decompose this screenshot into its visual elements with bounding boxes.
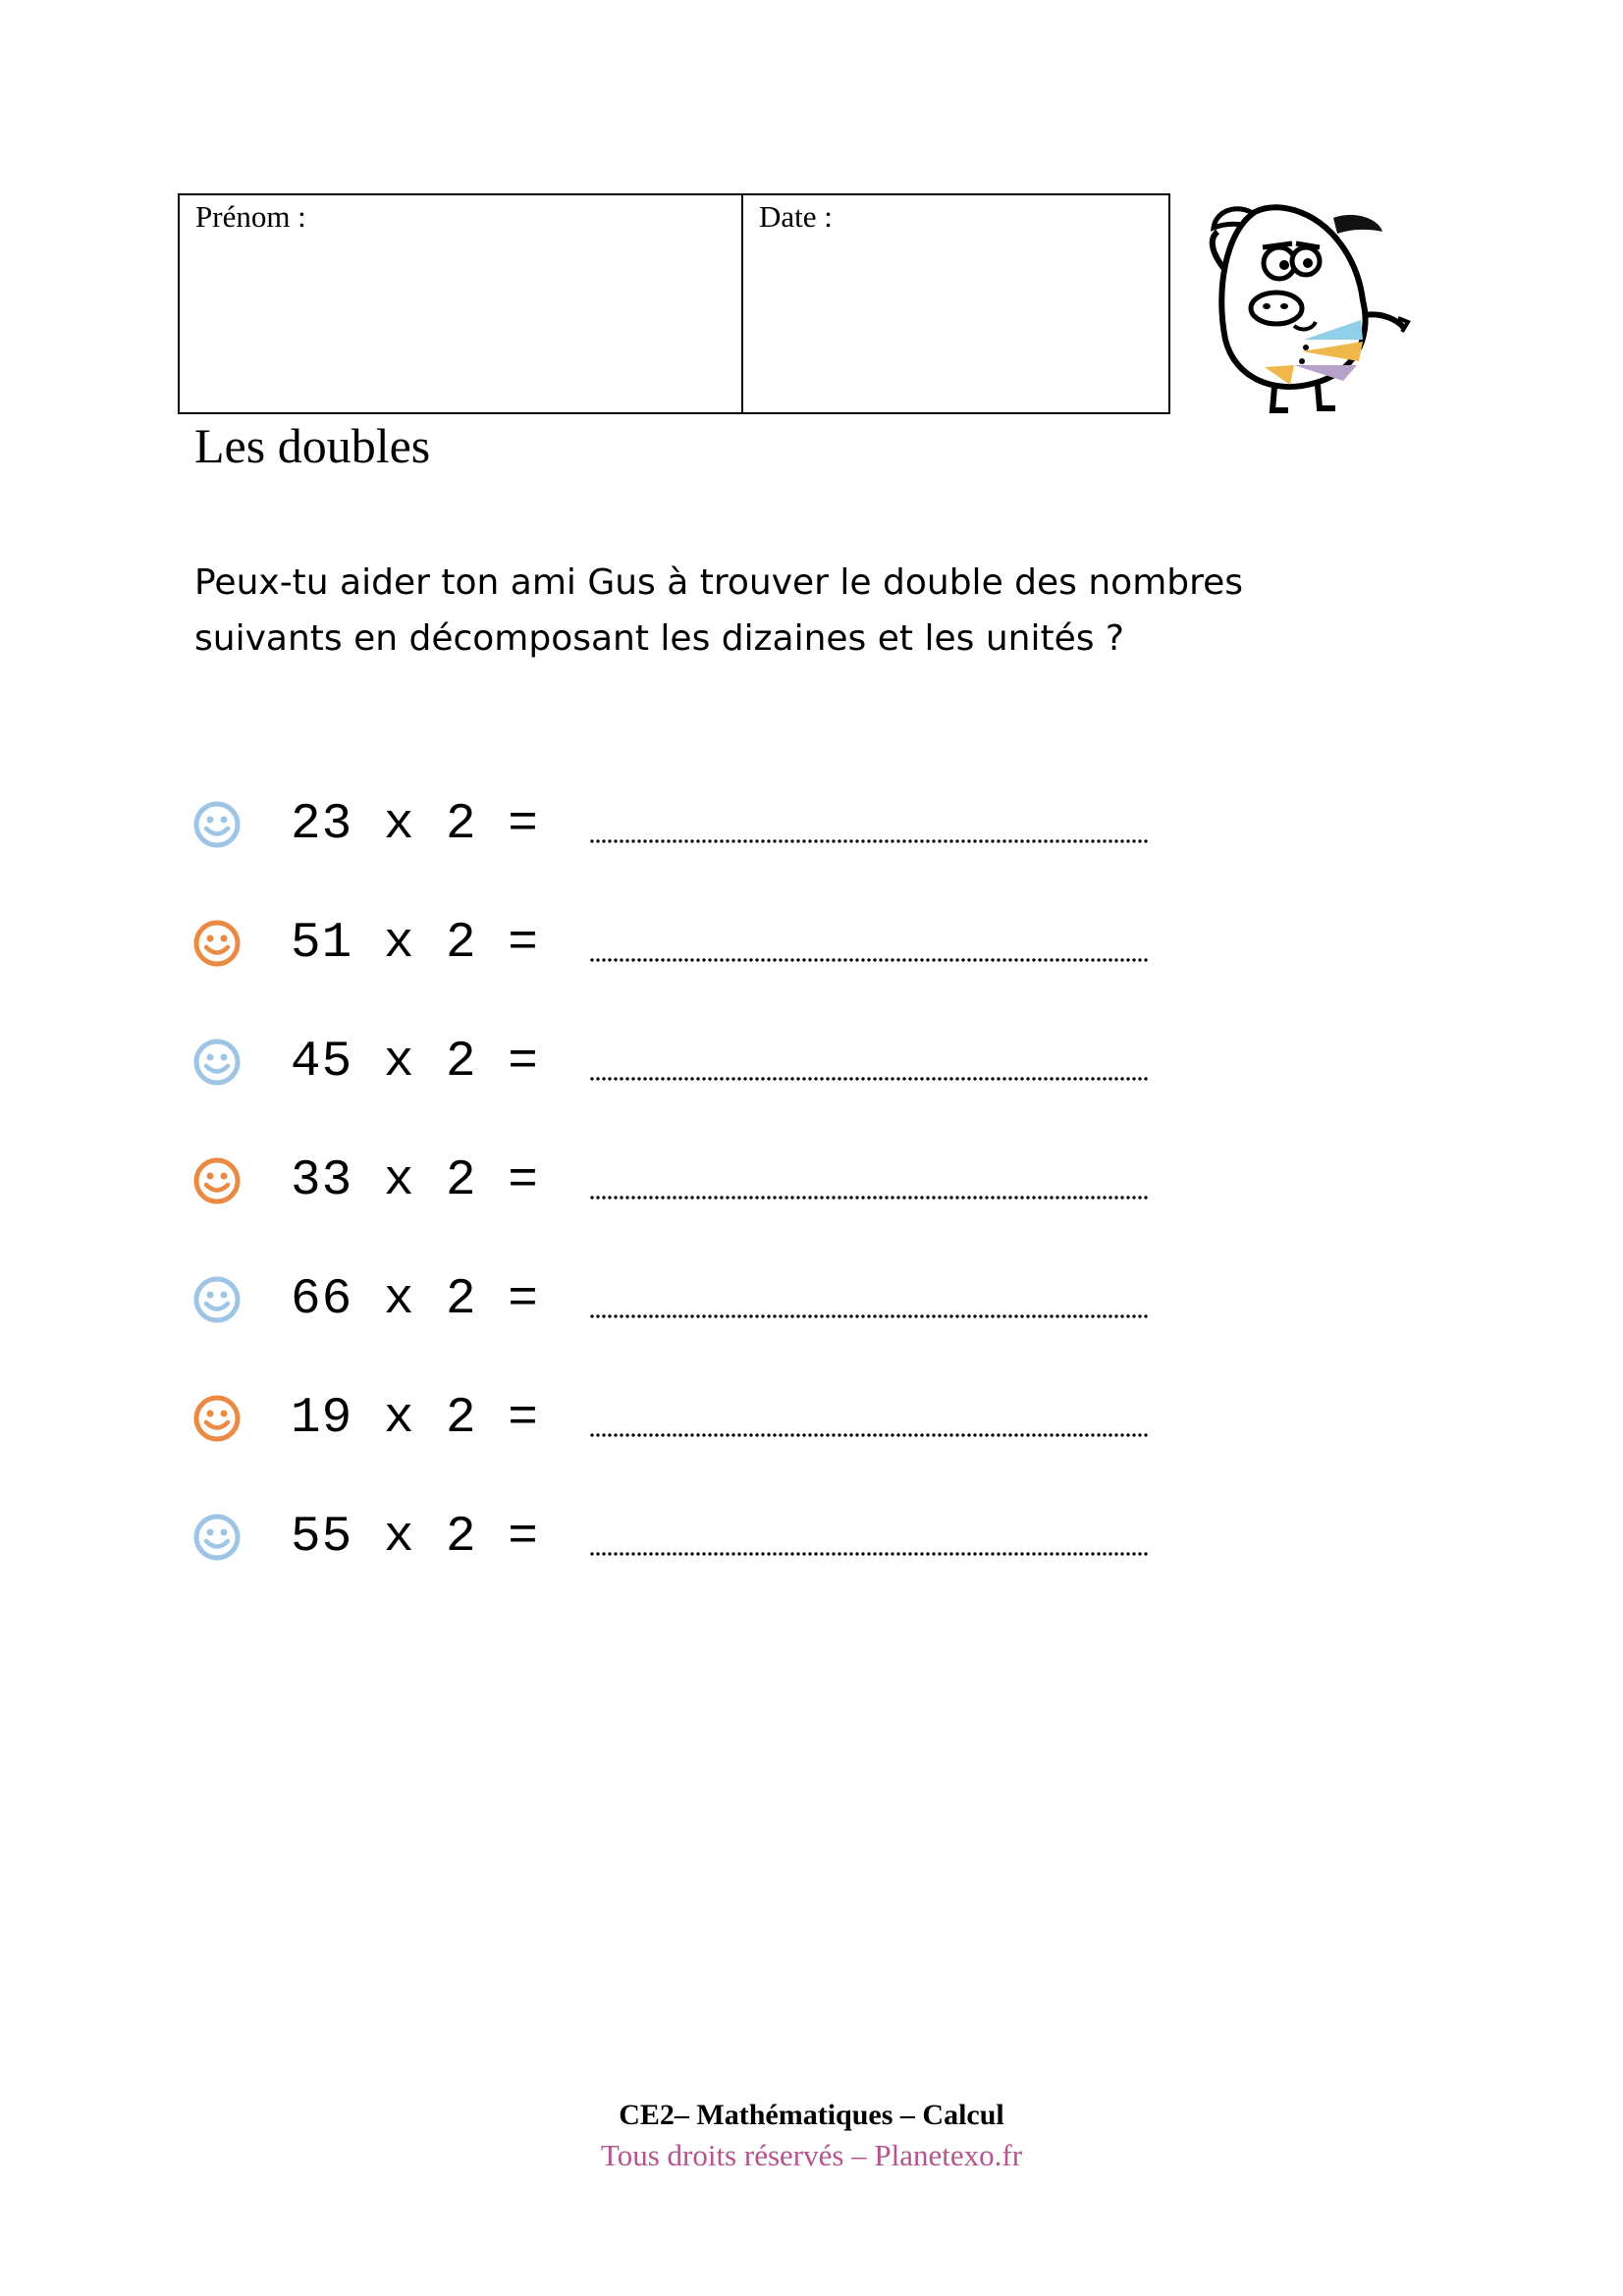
exercise-row <box>192 1270 539 1329</box>
smiley-face-icon <box>192 919 242 968</box>
exercise-expression: 55 x 2 = <box>291 1509 539 1566</box>
smiley-face-icon <box>192 1156 242 1205</box>
prenom-label: Prénom : <box>195 199 306 234</box>
answer-line[interactable] <box>589 839 1149 843</box>
smiley-face-icon <box>192 1038 242 1087</box>
exercise-row <box>192 1151 539 1210</box>
instructions-line: suivants en décomposant les dizaines et les unités ? <box>194 618 1125 659</box>
answer-line[interactable] <box>589 958 1149 962</box>
answer-line[interactable] <box>589 1077 1149 1081</box>
footer-course: CE2– Mathématiques – Calcul <box>619 2099 1004 2131</box>
exercise-row <box>192 914 539 973</box>
date-field[interactable] <box>743 195 1168 412</box>
answer-line[interactable] <box>589 1433 1149 1437</box>
smiley-face-icon <box>192 1275 242 1324</box>
answer-line[interactable] <box>589 1196 1149 1200</box>
exercise-row <box>192 1508 539 1567</box>
prenom-field[interactable] <box>180 195 743 412</box>
exercise-expression: 19 x 2 = <box>291 1390 539 1447</box>
exercise-row <box>192 1033 539 1092</box>
sheep-mascot-gus-icon <box>1196 192 1412 418</box>
exercise-expression: 45 x 2 = <box>291 1034 539 1091</box>
exercise-row <box>192 795 539 854</box>
exercise-expression: 66 x 2 = <box>291 1271 539 1328</box>
name-date-box <box>178 193 1170 414</box>
instructions <box>194 555 1324 667</box>
footer-rights: Tous droits réservés – Planetexo.fr <box>600 2138 1023 2172</box>
page-title: Les doubles <box>194 418 431 473</box>
exercise-expression: 33 x 2 = <box>291 1152 539 1209</box>
smiley-face-icon <box>192 1513 242 1562</box>
exercise-row <box>192 1389 539 1448</box>
answer-line[interactable] <box>589 1314 1149 1318</box>
date-label: Date : <box>759 199 833 234</box>
exercise-expression: 51 x 2 = <box>291 915 539 972</box>
exercise-expression: 23 x 2 = <box>291 796 539 853</box>
smiley-face-icon <box>192 1394 242 1443</box>
answer-line[interactable] <box>589 1552 1149 1556</box>
instructions-line: Peux-tu aider ton ami Gus à trouver le double des nombres <box>194 562 1244 603</box>
smiley-face-icon <box>192 800 242 849</box>
